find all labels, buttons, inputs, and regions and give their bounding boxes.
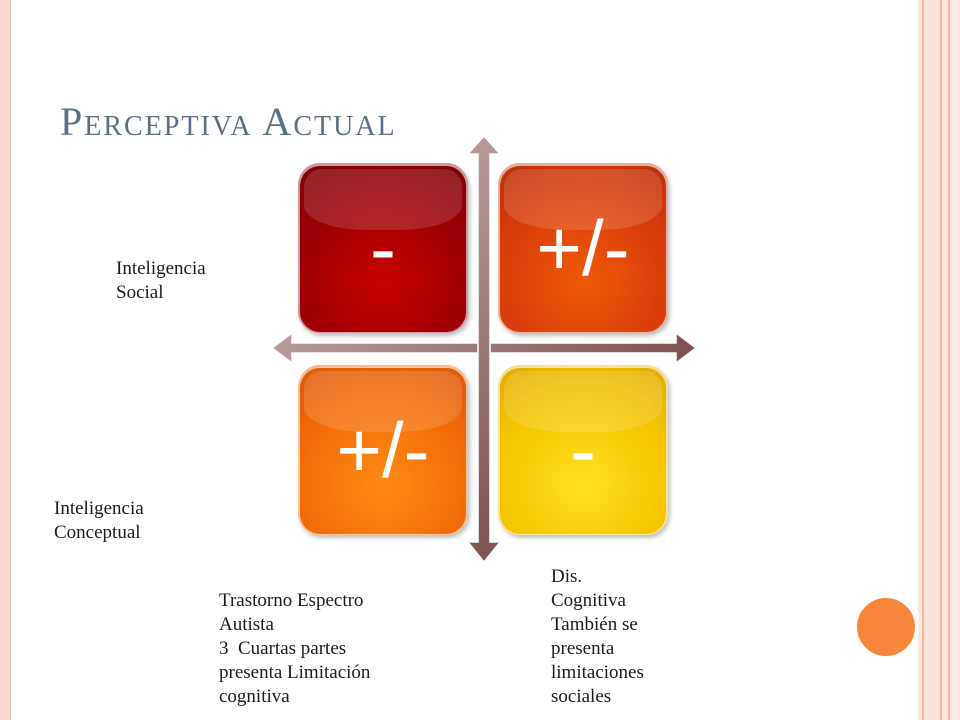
label-line: Social: [116, 282, 164, 303]
label-line: sociales: [551, 686, 612, 707]
label-line: presenta Limitación: [219, 662, 371, 683]
label-line: También se: [551, 614, 638, 635]
label-line: Autista: [219, 614, 274, 635]
label-autism-spectrum: [219, 589, 370, 709]
label-line: 3 Cuartas partes: [219, 638, 347, 659]
quadrant-top-right: [498, 163, 668, 333]
label-line: cognitiva: [219, 686, 290, 707]
decorative-circle: [856, 597, 916, 657]
label-social-intelligence: [116, 257, 206, 305]
quadrant-bottom-right: [498, 365, 668, 535]
label-line: presenta: [551, 638, 615, 659]
quadrant-bottom-left: [298, 365, 468, 535]
label-line: Inteligencia: [116, 258, 206, 279]
quadrant-symbol: -: [570, 406, 596, 494]
label-line: Inteligencia: [54, 498, 144, 519]
label-line: Cognitiva: [551, 590, 626, 611]
label-conceptual-intelligence: [54, 497, 144, 545]
quadrant-symbol: +/-: [336, 406, 430, 494]
slide-title: Perceptiva Actual: [60, 99, 397, 144]
quadrant-symbol: +/-: [536, 204, 630, 292]
label-line: limitaciones: [551, 662, 644, 683]
label-line: Trastorno Espectro: [219, 590, 364, 611]
quadrant-symbol: -: [370, 204, 396, 292]
label-cognitive-disability: [551, 565, 644, 709]
label-line: Conceptual: [54, 522, 141, 543]
quadrant-top-left: [298, 163, 468, 333]
label-line: Dis.: [551, 566, 583, 587]
